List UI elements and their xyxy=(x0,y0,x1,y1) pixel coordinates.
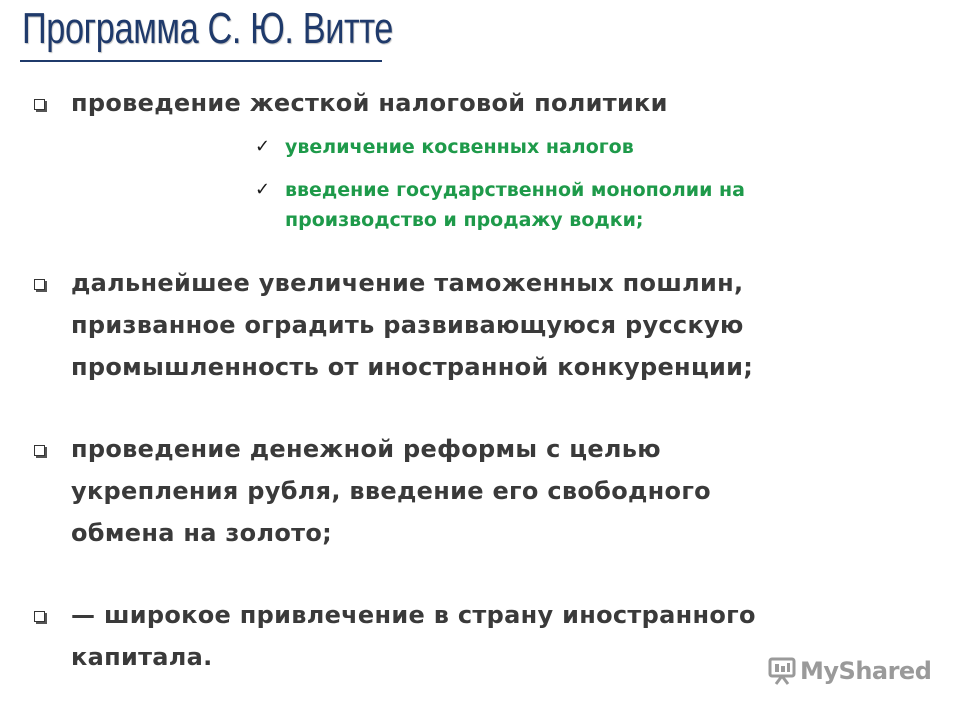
square-bullet-icon xyxy=(34,611,45,622)
sub-item xyxy=(255,132,634,162)
checkmark-icon: ✓ xyxy=(255,179,271,200)
sub-item-text xyxy=(285,175,745,235)
title-underline xyxy=(20,60,382,62)
watermark xyxy=(768,656,931,686)
checkmark-icon: ✓ xyxy=(255,136,271,157)
bullet-item xyxy=(34,594,756,678)
bullet-line: призванное оградить развивающуюся русскую xyxy=(71,311,744,339)
presentation-board-icon xyxy=(768,656,796,686)
bullet-line: капитала. xyxy=(71,643,213,671)
bullet-line: проведение денежной реформы с целью xyxy=(71,435,661,463)
bullet-item xyxy=(34,82,668,124)
bullet-line: обмена на золото; xyxy=(71,519,333,547)
bullet-item xyxy=(34,262,753,388)
bullet-text xyxy=(71,594,756,678)
sub-item-text xyxy=(285,132,634,162)
sub-item xyxy=(255,175,745,235)
bullet-line: дальнейшее увеличение таможенных пошлин, xyxy=(71,269,744,297)
square-bullet-icon xyxy=(34,99,45,110)
watermark-text: MyShared xyxy=(800,657,932,685)
sub-item-line: производство и продажу водки; xyxy=(285,209,644,231)
bullet-text xyxy=(71,82,668,124)
bullet-line: промышленность от иностранной конкуренции; xyxy=(71,353,754,381)
bullet-line: проведение жесткой налоговой политики xyxy=(71,89,668,117)
bullet-line: укрепления рубля, введение его свободного xyxy=(71,477,711,505)
square-bullet-icon xyxy=(34,279,45,290)
bullet-line: — широкое привлечение в страну иностранного xyxy=(71,601,756,629)
slide-title: Программа С. Ю. Витте xyxy=(22,4,393,53)
square-bullet-icon xyxy=(34,445,45,456)
bullet-text xyxy=(71,428,711,554)
bullet-item xyxy=(34,428,711,554)
bullet-text xyxy=(71,262,753,388)
sub-item-line: увеличение косвенных налогов xyxy=(285,136,634,158)
sub-item-line: введение государственной монополии на xyxy=(285,179,745,201)
